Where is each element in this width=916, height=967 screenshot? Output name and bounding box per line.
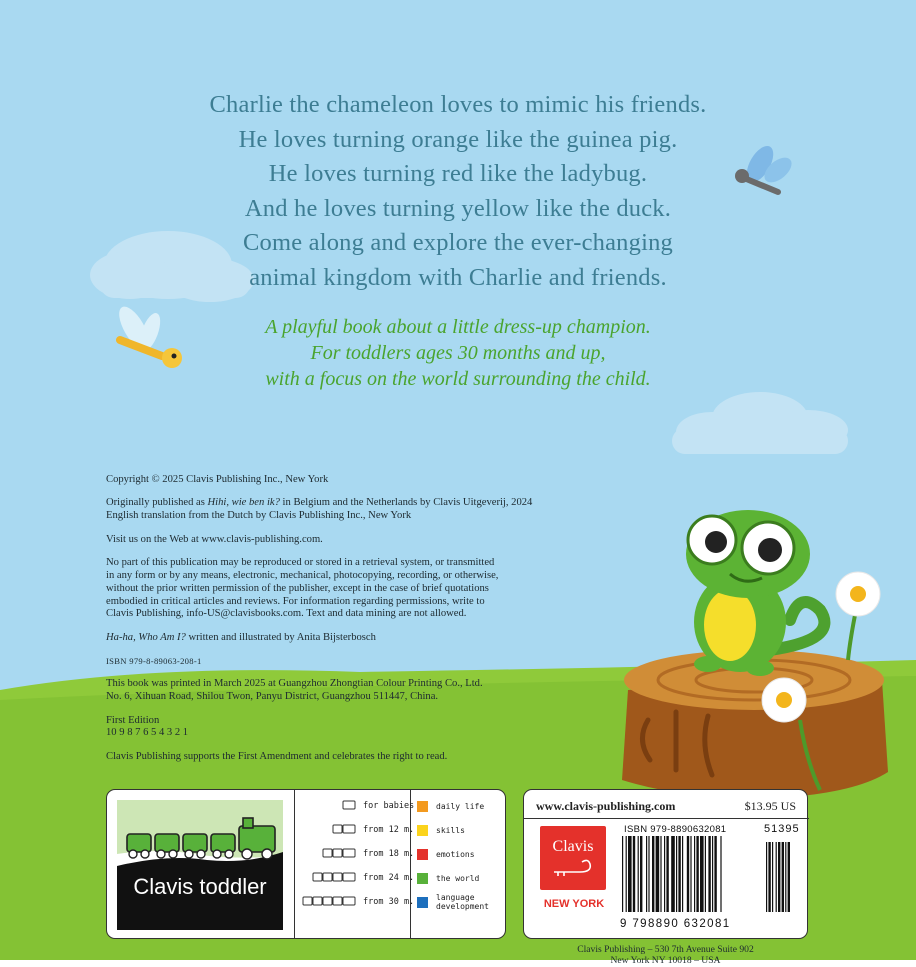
series-panel [106,789,506,939]
amendment-notice: Clavis Publishing supports the First Amendment and celebrates the right to read. [106,750,448,762]
barcode-bar [696,836,698,912]
category-swatch [417,849,428,860]
tagline-line: For toddlers ages 30 months and up, [310,342,606,364]
logo-text: Clavis [552,838,594,855]
price-label: $13.95 US [744,798,796,813]
category-row [417,818,465,842]
category-row [417,866,479,890]
category-label: the world [436,873,480,883]
printing-line: This book was printed in March 2025 at Guangzhou Zhongtian Colour Printing Co., Ltd. [106,678,483,690]
translation-notice: English translation from the Dutch by Clavis Publishing Inc., New York [106,510,412,522]
barcode-bar [682,836,683,912]
address-line: Clavis Publishing – 530 7th Avenue Suite 902 [577,944,754,955]
rights-line: in any form or by any means, electronic, mechanical, photocopying, recording, or otherwise, [106,569,499,581]
age-label: for babies [363,801,415,811]
tagline-line: A playful book about a little dress-up champion. [265,316,651,338]
barcode-number: 9 798890 632081 [620,918,731,930]
city-label: NEW YORK [543,898,605,910]
barcode-addon-bar [778,842,780,912]
age-row [303,866,414,890]
barcode-bar [664,836,665,912]
barcode-bar [640,836,642,912]
address-line: New York NY 10018 – USA [610,955,721,967]
category-swatch [417,825,428,836]
train-icon [303,895,359,910]
rights-line: Clavis Publishing, info-US@clavisbooks.com. Text and data mining are not allowed. [106,608,467,620]
barcode-bar [690,836,691,912]
rights-line: No part of this publication may be reproduced or stored in a retrieval system, or transmitted [106,556,495,568]
brand-text: Clavis toddler [133,874,267,899]
tagline-line: with a focus on the world surrounding the child. [265,368,651,390]
rights-line: embodied in critical articles and reviews. For information regarding permissions, write to [106,595,485,607]
blurb-line: animal kingdom with Charlie and friends. [249,263,667,291]
barcode [620,836,800,916]
age-label: from 18 m. [363,849,415,859]
rights-notice [106,557,606,622]
website-url: www.clavis-publishing.com [536,798,676,813]
train-icon [303,871,359,886]
category-label: daily life [436,801,485,811]
copyright-line: Copyright © 2025 Clavis Publishing Inc., New York [106,474,329,485]
barcode-bar [705,836,706,912]
barcode-bar [633,836,635,912]
barcode-addon-bar [776,842,777,912]
edition-notice [106,715,606,741]
barcode-bar [638,836,639,912]
blurb-line: Come along and explore the ever-changing [243,229,673,257]
train-icon [303,799,359,814]
barcode-addon-bar [788,842,790,912]
price-header [536,796,796,816]
age-row [303,794,414,818]
author-line [106,632,606,645]
blurb-line: Charlie the chameleon loves to mimic his friends. [209,91,707,118]
barcode-addon-bar [785,842,786,912]
website-notice: Visit us on the Web at www.clavis-publishing.com. [106,533,323,545]
barcode-bar [687,836,689,912]
barcode-bar [648,836,649,912]
age-label: from 12 m. [363,825,415,835]
origin-prefix: Originally published as [106,497,208,509]
printing-notice [106,678,606,704]
print-run: 10 9 8 7 6 5 4 3 2 1 [106,727,189,739]
barcode-bar [712,836,713,912]
category-row [417,842,475,866]
blurb-line: He loves turning red like the ladybug. [268,160,648,188]
series-logo-area [107,790,295,938]
age-row [303,818,414,842]
blurb-line: And he loves turning yellow like the duck. [244,194,672,222]
origin-suffix: in Belgium and the Netherlands by Clavis Uitgeverij, 2024 [279,497,533,509]
copyright-block [106,474,606,774]
train-icon [303,847,359,862]
clavis-logo [540,826,606,890]
author-credit: written and illustrated by Anita Bijsterbosch [185,631,376,643]
cover-blurb [120,88,796,296]
category-swatch [417,897,428,908]
barcode-addon-bar [782,842,784,912]
cloud-right [672,392,848,454]
rights-line: without the prior written permission of the publisher, except in the case of brief quotations [106,582,489,594]
chameleon-illustration [686,510,824,676]
age-row [303,890,414,914]
category-swatch [417,801,428,812]
barcode-bar [646,836,647,912]
barcode-bar [678,836,680,912]
printing-line: No. 6, Xihuan Road, Shilou Twon, Panyu District, Guangzhou 511447, China. [106,691,439,703]
barcode-bar [700,836,704,912]
barcode-bar [714,836,716,912]
barcode-bar [622,836,623,912]
origin-notice [106,497,606,523]
key-icon [540,826,606,890]
price-panel [523,789,808,939]
barcode-bar [671,836,675,912]
category-label: language development [436,893,489,911]
barcode-addon-bar [772,842,773,912]
barcode-addon-bar [766,842,767,912]
isbn-line: ISBN 979-8-89063-208-1 [106,656,202,667]
barcode-bar [666,836,668,912]
original-title: Hihi, wie ben ik? [207,497,280,509]
age-label: from 30 m. [363,897,415,907]
publisher-address [523,944,808,967]
barcode-bar [720,836,721,912]
barcode-bar [676,836,677,912]
age-label: from 24 m. [363,873,415,883]
barcode-bar [708,836,710,912]
barcode-bar [694,836,695,912]
tagline [160,314,756,392]
barcode-bar [660,836,661,912]
category-swatch [417,873,428,884]
addon-code: 51395 [764,823,800,835]
category-row [417,794,484,818]
blurb-line: He loves turning orange like the guinea pig. [238,125,678,153]
train-icon [303,823,359,838]
age-row [303,842,414,866]
category-row [417,890,489,914]
barcode-bar [628,836,632,912]
category-label: skills [436,825,465,835]
barcode-bar [656,836,660,912]
barcode-isbn: ISBN 979-8890632081 [624,824,727,835]
book-title: Ha-ha, Who Am I? [106,631,186,643]
category-label: emotions [436,849,475,859]
barcode-bar [626,836,627,912]
barcode-addon-bar [768,842,770,912]
barcode-bar [652,836,654,912]
clavis-toddler-logo [107,790,293,938]
price-divider [524,818,809,819]
edition-label: First Edition [106,714,160,726]
